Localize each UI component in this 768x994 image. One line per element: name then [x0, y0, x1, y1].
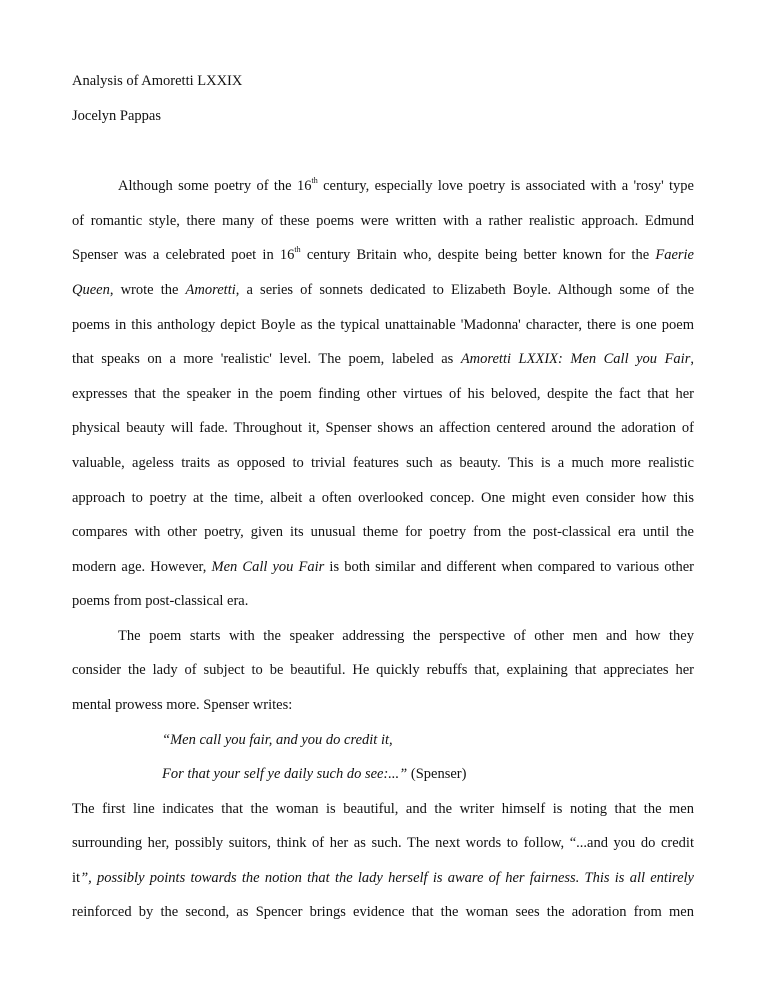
body-line: reinforced by the second, as Spencer brings evidence that the woman sees the adoration from men [72, 904, 694, 920]
body-line: surrounding her, possibly suitors, think of her as such. The next words to follow, “...and you do credit [72, 835, 694, 851]
author-name: Jocelyn Pappas [72, 108, 161, 124]
quote-line: For that your self ye daily such do see:...” (Spenser) [162, 766, 467, 782]
body-line: Although some poetry of the 16th century, especially love poetry is associated with a 'rosy' type [118, 176, 694, 194]
body-line: compares with other poetry, given its unusual theme for poetry from the post-classical era until the [72, 524, 694, 540]
body-line: expresses that the speaker in the poem finding other virtues of his beloved, despite the fact that her [72, 386, 694, 402]
document-title: Analysis of Amoretti LXXIX [72, 73, 243, 89]
body-line: modern age. However, Men Call you Fair is both similar and different when compared to various other [72, 559, 695, 575]
body-line: The poem starts with the speaker addressing the perspective of other men and how they [118, 628, 694, 644]
body-line: Spenser was a celebrated poet in 16th century Britain who, despite being better known for the Faerie [72, 245, 694, 263]
body-line: that speaks on a more 'realistic' level. The poem, labeled as Amoretti LXXIX: Men Call you Fair, [72, 351, 694, 367]
body-line: it”, possibly points towards the notion that the lady herself is aware of her fairness. This is all entirely [72, 870, 694, 886]
quote-citation: (Spenser) [407, 766, 467, 782]
body-line: poems from post-classical era. [72, 593, 249, 609]
quote-line: “Men call you fair, and you do credit it, [162, 732, 393, 748]
body-line: of romantic style, there many of these poems were written with a rather realistic approach. Edmund [72, 213, 694, 229]
body-line: approach to poetry at the time, albeit a often overlooked concep. One might even consider how this [72, 490, 694, 506]
body-line: Queen, wrote the Amoretti, a series of sonnets dedicated to Elizabeth Boyle. Although some of the [72, 282, 695, 298]
body-line: The first line indicates that the woman is beautiful, and the writer himself is noting that the men [72, 801, 694, 817]
body-line: physical beauty will fade. Throughout it, Spenser shows an affection centered around the adoration of [72, 420, 694, 436]
body-line: valuable, ageless traits as opposed to trivial features such as beauty. This is a much more realistic [72, 455, 694, 471]
body-line: mental prowess more. Spenser writes: [72, 697, 293, 713]
body-line: poems in this anthology depict Boyle as the typical unattainable 'Madonna' character, there is one poem [72, 317, 694, 333]
body-line: consider the lady of subject to be beautiful. He quickly rebuffs that, explaining that appreciates her [72, 662, 694, 678]
